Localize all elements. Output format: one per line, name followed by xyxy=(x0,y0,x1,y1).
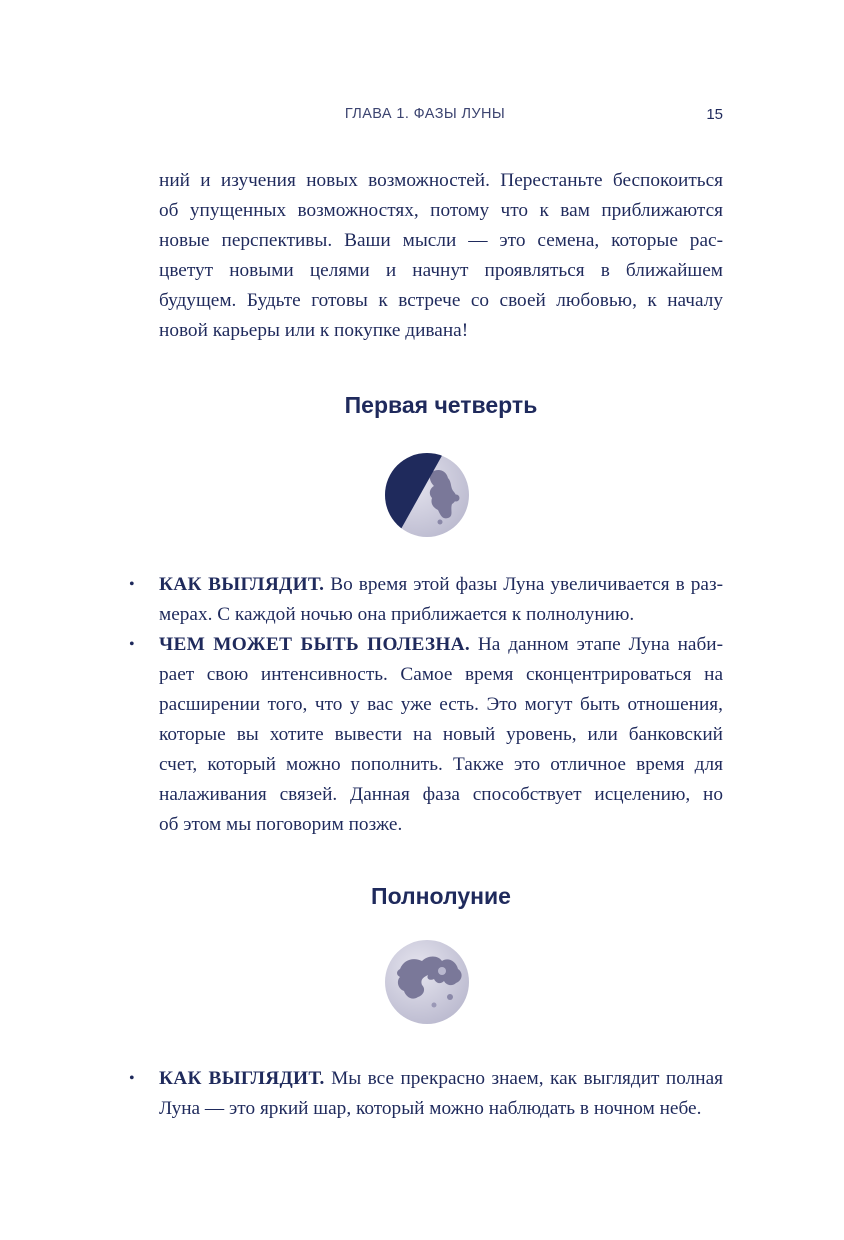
bullet-line: Луна — это яркий шар, который можно наблюдать в ночном небе. xyxy=(159,1098,702,1119)
bullet-lead: КАК ВЫГЛЯДИТ. xyxy=(159,1068,325,1089)
bullet-text: Мы все прекрасно знаем, как выглядит полная xyxy=(324,1068,723,1089)
list-item xyxy=(129,1064,723,1124)
bullet-icon: • xyxy=(129,636,135,653)
full-moon-icon xyxy=(384,939,470,1025)
section-heading-full-moon: Полнолуние xyxy=(371,883,511,909)
paragraph-line: цветут новыми целями и начнут проявляться в ближайшем xyxy=(159,260,723,281)
paragraph-line: новой карьеры или к покупке дивана! xyxy=(159,320,469,341)
bullet-icon: • xyxy=(129,1070,135,1087)
intro-paragraph xyxy=(159,166,723,346)
paragraph-line: об упущенных возможностях, потому что к вам приближаются xyxy=(159,200,723,221)
list-item xyxy=(129,570,723,630)
list-item xyxy=(129,630,723,840)
first-quarter-bullets xyxy=(129,570,723,840)
section-heading-first-quarter: Первая четверть xyxy=(344,392,538,418)
bullet-lead: ЧЕМ МОЖЕТ БЫТЬ ПОЛЕЗНА. xyxy=(159,634,470,655)
paragraph-line: новые перспективы. Ваши мысли — это семена, которые рас- xyxy=(159,230,723,251)
bullet-text: На данном этапе Луна наби- xyxy=(469,634,723,655)
page-number: 15 xyxy=(706,106,723,123)
full-moon-bullets xyxy=(129,1064,723,1124)
bullet-text: Во время этой фазы Луна увеличивается в раз- xyxy=(324,574,723,595)
bullet-line: мерах. С каждой ночью она приближается к полнолунию. xyxy=(159,604,635,625)
paragraph-line: будущем. Будьте готовы к встрече со своей любовью, к началу xyxy=(159,290,723,311)
running-head xyxy=(0,106,844,128)
bullet-line: налаживания связей. Данная фаза способствует исцелению, но xyxy=(159,784,723,805)
bullet-line: об этом мы поговорим позже. xyxy=(159,814,403,835)
bullet-line: расширении того, что у вас уже есть. Это могут быть отношения, xyxy=(159,694,723,715)
bullet-lead: КАК ВЫГЛЯДИТ. xyxy=(159,574,325,595)
bullet-line: счет, который можно пополнить. Также это отличное время для xyxy=(159,754,723,775)
paragraph-line: ний и изучения новых возможностей. Перестаньте беспокоиться xyxy=(159,170,723,191)
bullet-line: рает свою интенсивность. Самое время сконцентрироваться на xyxy=(159,664,723,685)
bullet-icon: • xyxy=(129,576,135,593)
bullet-line: которые вы хотите вывести на новый уровень, или банковский xyxy=(159,724,723,745)
first-quarter-moon-icon xyxy=(384,452,470,538)
chapter-title: ГЛАВА 1. ФАЗЫ ЛУНЫ xyxy=(344,106,506,122)
